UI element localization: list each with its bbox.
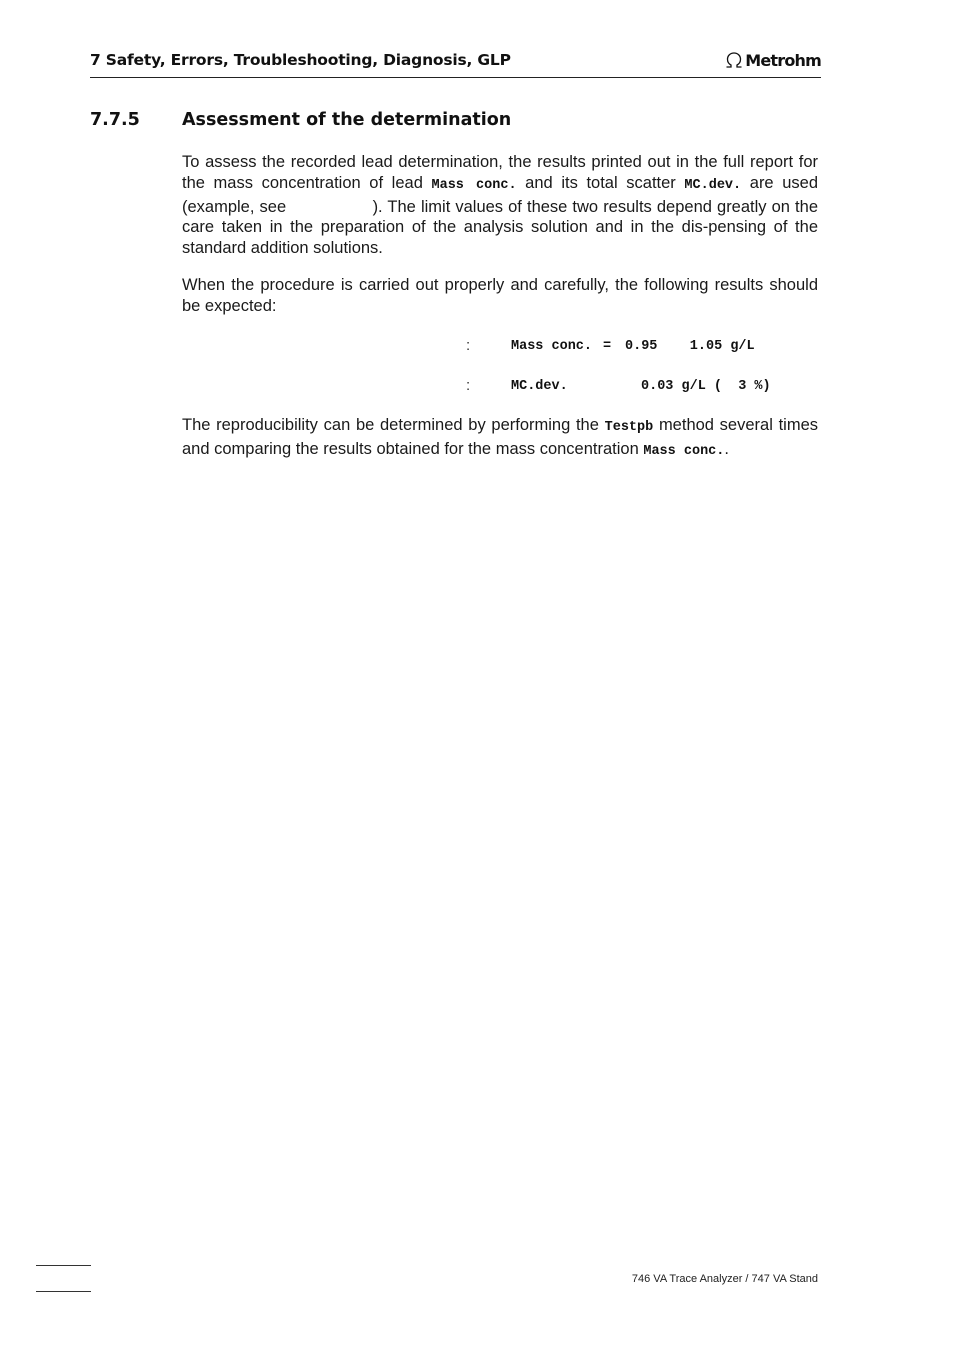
para1-text-3: are used (example, see ). The limit values of these two results depend greatly on the care taken in the preparation of the analysis solution and in the dis-pensing of the standard addition solutions. bbox=[182, 173, 823, 258]
result-row-mass-conc bbox=[182, 337, 822, 359]
page-header bbox=[90, 50, 821, 78]
section-title: Assessment of the determination bbox=[182, 110, 512, 130]
footer-rule bbox=[36, 1265, 91, 1266]
paragraph-assessment bbox=[182, 152, 823, 259]
para1-text-1: To assess the recorded lead determination, the results printed out in the full report for the mass concentration of lead bbox=[182, 153, 818, 192]
result-colon: : bbox=[466, 377, 471, 394]
omega-icon bbox=[724, 50, 744, 70]
logo-text: Metrohm bbox=[745, 50, 821, 70]
metrohm-logo bbox=[724, 50, 821, 70]
result-name: Mass conc. bbox=[511, 339, 593, 354]
code-testpb: Testpb bbox=[604, 420, 654, 435]
code-mass-conc: Mass conc. bbox=[643, 443, 725, 459]
para3-text-3: . bbox=[724, 439, 729, 458]
header-title: 7 Safety, Errors, Troubleshooting, Diagnosis, GLP bbox=[90, 51, 511, 69]
result-row-mc-dev bbox=[182, 377, 822, 399]
para1-text-2: and its total scatter bbox=[516, 173, 685, 192]
para3-text-2: method several times and comparing the results obtained for the mass concentration bbox=[182, 416, 818, 458]
section-number: 7.7.5 bbox=[90, 110, 140, 130]
para3-text-1: The reproducibility can be determined by performing the bbox=[182, 416, 605, 434]
paragraph-reproducibility bbox=[182, 415, 818, 463]
result-colon: : bbox=[466, 337, 471, 354]
code-mc-dev: MC.dev. bbox=[684, 177, 742, 193]
footer-product-name: 746 VA Trace Analyzer / 747 VA Stand bbox=[631, 1273, 818, 1285]
code-mass-conc: Mass conc. bbox=[431, 177, 517, 193]
section-heading bbox=[90, 110, 511, 130]
paragraph-expected: When the procedure is carried out properly and carefully, the following results should be expected: bbox=[182, 276, 818, 315]
result-name: MC.dev. bbox=[511, 379, 568, 394]
footer-rule bbox=[36, 1291, 91, 1292]
result-value: 0.95 1.05 g/L bbox=[625, 339, 755, 354]
result-operator: = bbox=[603, 339, 612, 354]
result-value: 0.03 g/L ( 3 %) bbox=[641, 379, 771, 394]
